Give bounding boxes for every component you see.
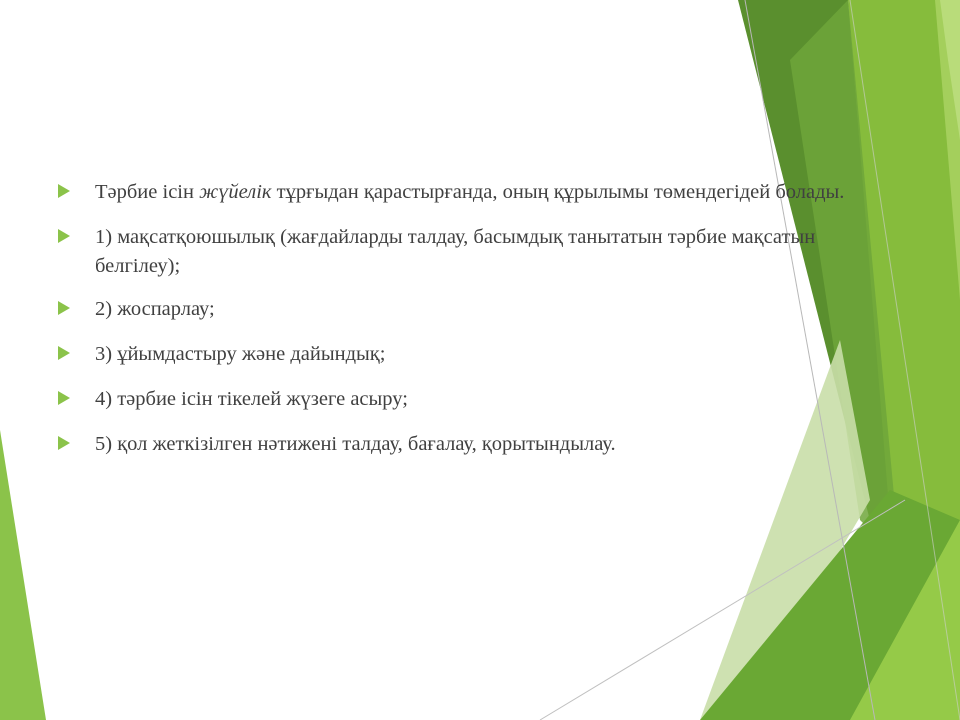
list-item — [58, 223, 888, 281]
list-item-text: 2) жоспарлау; — [95, 298, 215, 320]
list-item — [58, 178, 888, 207]
triangle-bullet-icon — [58, 346, 70, 360]
triangle-bullet-icon — [58, 436, 70, 450]
list-item — [58, 385, 888, 414]
list-item-text: 1) мақсатқоюшылық (жағдайларды талдау, басымдық танытатын тәрбие мақсатын белгілеу); — [95, 226, 816, 277]
list-item-text: Тәрбие ісін жүйелік тұрғыдан қарастырғанда, оның құрылымы төмендегідей болады. — [95, 181, 845, 203]
triangle-bullet-icon — [58, 229, 70, 243]
triangle-bullet-icon — [58, 301, 70, 315]
list-item-text: 5) қол жеткізілген нәтижені талдау, бағалау, қорытындылау. — [95, 433, 616, 455]
list-item — [58, 295, 888, 324]
list-item-text: 3) ұйымдастыру және дайындық; — [95, 343, 386, 365]
list-item — [58, 340, 888, 369]
left-green-strip — [0, 430, 46, 720]
triangle-bullet-icon — [58, 391, 70, 405]
list-item — [58, 430, 888, 459]
list-item-text: 4) тәрбие ісін тікелей жүзеге асыру; — [95, 388, 408, 410]
bullet-list — [58, 178, 888, 475]
emphasis-text: жүйелік — [199, 181, 272, 203]
triangle-bullet-icon — [58, 184, 70, 198]
